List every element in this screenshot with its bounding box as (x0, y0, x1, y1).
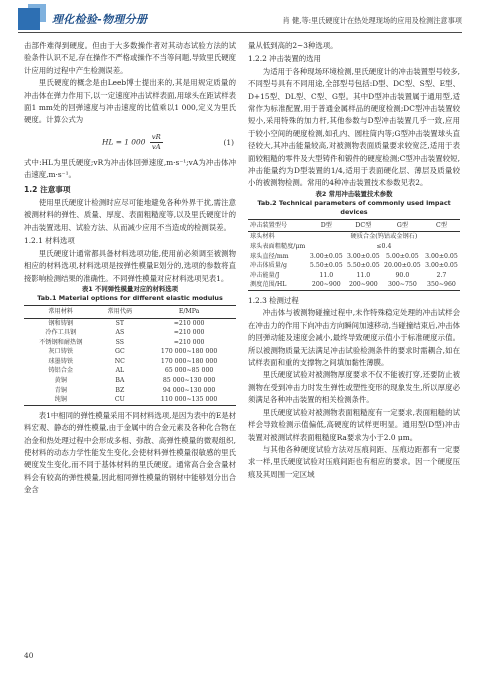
table-cell: 2.7 (436, 271, 447, 279)
table-2 (248, 190, 460, 291)
column-header: DC型 (345, 219, 382, 232)
table-1 (24, 285, 236, 406)
table-cell: 灰口铸铁 (48, 348, 74, 356)
subsection-heading: 1.2.1 材料选项 (24, 236, 75, 246)
table-row (24, 318, 236, 328)
table-cell: 170 000~180 000 (160, 348, 218, 356)
column-header: C型 (423, 219, 460, 232)
table-cell: 黄铜 (54, 377, 67, 385)
header-rule (18, 32, 462, 33)
paragraph: 表1中相同的弹性模量采用不同材料选项,是因为表中的E是材料宏观、静态的弹性模量,由于金属中的合金元素及各种化合物在冶金和热处理过程中会形成多相、弥散、高弹性模量的微观组织,使材料的动态力学性能发生变化,会使材料弹性模量很敏感的里氏硬度发生变化,而不同于基体材料的里氏硬度。通常高合金含量材料会有较高的弹性模量,因此相同弹性模量的钢材中能够划分出合金含 (24, 410, 237, 495)
equation-1 (24, 129, 236, 155)
table-cell: 3.00±0.05 (309, 252, 343, 260)
subsection-heading: 1.2.3 检测过程 (248, 296, 299, 306)
table-row (24, 395, 236, 405)
left-column (24, 40, 236, 497)
equation-fraction (150, 133, 163, 152)
table-cell: 20.00±0.05 (384, 262, 421, 270)
equation-lhs: HL = 1 000 (102, 137, 146, 147)
table-row (24, 357, 236, 367)
running-title: 肖 健,等:里氏硬度计在热处理现场的应用及检测注意事项 (282, 16, 462, 25)
logo-square-dark (18, 8, 40, 30)
material-options-table (24, 305, 236, 406)
table-cell: 钢和铸钢 (48, 319, 74, 327)
section-heading: 1.2 注意事项 (24, 184, 71, 194)
table-cell: AL (115, 367, 125, 375)
column-header: G型 (382, 219, 423, 232)
table-cell: GC (115, 348, 125, 356)
table-cell: ≤0.4 (376, 243, 392, 251)
table-row (248, 261, 460, 271)
table-cell: SS (115, 338, 125, 346)
journal-logo (18, 8, 178, 30)
table-row (24, 347, 236, 357)
table-cell: 3.00±0.05 (346, 252, 380, 260)
table-caption-en: Tab.1 Material options for different elastic modulus (37, 293, 223, 302)
impact-device-table (248, 219, 460, 291)
table-row (248, 280, 460, 290)
table-cell: NC (114, 357, 125, 365)
right-column (248, 40, 460, 481)
table-row (248, 252, 460, 262)
table-cell: 不锈钢和耐热钢 (39, 338, 83, 346)
column-header: E/MPa (142, 305, 236, 318)
table-cell: 110 000~135 000 (142, 395, 236, 405)
table-cell: 青铜 (54, 386, 67, 394)
equation-numerator: vR (151, 132, 161, 141)
equation-denominator: vA (151, 142, 161, 151)
table-row (248, 242, 460, 252)
paragraph: 里氏硬度计通常都具备材料选项功能,使用前必须调至被测物相应的材料选项,材料选项是按弹性模量E划分的,选项的参数将直接影响检测结果的准确性。不同弹性模量对应材料选项见表1。 (24, 248, 236, 283)
table-cell: 球头直径/mm (250, 252, 289, 260)
table-cell: 硬质合金(钨钴或金钢石) (350, 233, 418, 241)
table-header-row (248, 219, 460, 232)
table-cell: 300~750 (382, 280, 423, 290)
table-cell: ≈210 000 (173, 319, 205, 327)
table-cell: 200~900 (345, 280, 382, 290)
paragraph: 与其他各种硬度试验方法对压痕间距、压痕边距都有一定要求一样,里氏硬度试验对压痕间距也有相应的要求。因一个硬度压痕及其周围一定区域 (248, 444, 460, 479)
column-header: 常用代码 (98, 305, 143, 318)
table-row (24, 366, 236, 376)
table-caption-en: Tab.2 Technical parameters of commonly used impact devices (257, 198, 451, 216)
column-header: D型 (308, 219, 345, 232)
table-row (24, 338, 236, 348)
table-cell: ≈210 000 (173, 338, 205, 346)
table-cell: 350~960 (423, 280, 460, 290)
paragraph: 为适用于各种现场环境检测,里氏硬度计的冲击装置型号较多,不同型号具有不同用途,全部型号包括:D型、DC型、S型、E型、D+15型、DL型、C型、G型。其中D型冲击装置属于通用型,适常作为标准配置,用于普通金属样品的硬度检测;DC型冲击装置较短小,采用特殊的加力杆,其他参数与D型冲击装置几乎一致,应用于较小空间的硬度检测,如孔内、圆柱筒内等;G型冲击装置球头直径较大,其冲击能量较高,对被测物表面质量要求较宽泛,适用于表面较粗糙的零件及大型铸件和锻件的硬度检测;C型冲击装置较短,冲击能量约为D型装置的1/4,适用于表面硬化层、薄层及质量较小的被测物检测。常用的4种冲击装置技术参数见表2。 (248, 66, 460, 188)
table-cell: 球头表面粗糙度/μm (250, 243, 306, 251)
subsection-heading: 1.2.2 冲击装置的选用 (248, 54, 321, 64)
table-cell: 94 000~130 000 (162, 386, 216, 394)
equation-number: (1) (223, 137, 234, 147)
page-number: 40 (24, 651, 34, 660)
table-row (24, 328, 236, 338)
table-cell: 球头材料 (250, 233, 275, 241)
table-cell: 11.0 (319, 271, 334, 279)
paragraph: 里氏硬度试验对被测物厚度要求不仅不能被打穿,还要防止被测物在受到冲击力时发生弹性或塑性变形的现象发生,所以厚度必须满足各种冲击装置的相关检测条件。 (248, 370, 460, 405)
table-cell: 170 000~180 000 (160, 357, 218, 365)
paragraph: 使用里氏硬度计检测时应尽可能地避免各种外界干扰,需注意被测材料的弹性、质量、厚度、表面粗糙度等,以及里氏硬度计的冲击装置选用、试验方法、从而减少应用不当造成的检测误差。 (24, 198, 236, 232)
table-cell: 3.00±0.05 (425, 252, 458, 260)
table-caption-cn: 表1 不同弹性模量对应的材料选项 (81, 284, 179, 293)
table-cell: 5.50±0.05 (309, 262, 343, 270)
table-row (248, 232, 460, 242)
paragraph: 里氏硬度试验对被测物表面粗糙度有一定要求,表面粗糙的试样会导致检测示值偏低,高硬度的试样更明显。通用型(D型)冲击装置对被测试样表面粗糙度Ra要求为小于2.0 μm。 (248, 407, 460, 442)
table-cell: 铸铝合金 (48, 367, 74, 375)
table-cell: 85 000~130 000 (162, 377, 216, 385)
table-cell: 冷作工具钢 (45, 329, 77, 337)
paragraph: 击部件难得到硬度。但由于大多数操作者对其动态试验方法的试验条件认识不足,存在操作不严格或操作不当等问题,导致里氏硬度计应用的过程中产生检测误差。 (24, 41, 236, 75)
column-header: 冲击装置型号 (248, 219, 308, 232)
equation-body (102, 133, 163, 152)
paragraph: 量从低到高的2~3种选项。 (248, 41, 338, 50)
table-caption-cn: 表2 常用冲击装置技术参数 (315, 189, 393, 198)
table-cell: BZ (115, 386, 125, 394)
table-cell: 纯铜 (24, 395, 98, 405)
table-row (24, 386, 236, 396)
journal-logo-text: 理化检验-物理分册 (52, 13, 148, 26)
table-cell: 5.50±0.05 (346, 262, 380, 270)
table-cell: 200~900 (308, 280, 345, 290)
page-header (0, 0, 480, 44)
paragraph: 里氏硬度的概念是由Leeb博士提出来的,其是用规定质量的冲击体在弹力作用下,以一定速度冲击试样表面,用球头在距试样表面1 mm处的回弹速度与冲击速度的比值乘以1 000,定义为里氏硬度。计算公式为 (24, 78, 236, 125)
table-cell: 90.0 (395, 271, 410, 279)
table-cell: 测度范围/HL (248, 280, 308, 290)
table-cell: 球墨铸铁 (48, 357, 74, 365)
table-cell: 冲击体质量/g (250, 262, 287, 270)
table-cell: 3.00±0.05 (425, 262, 458, 270)
table-cell: ST (115, 319, 125, 327)
table-cell: AS (115, 329, 125, 337)
table-row (24, 376, 236, 386)
table-cell: 11.0 (356, 271, 371, 279)
table-header-row (24, 305, 236, 318)
paragraph: 式中:HL为里氏硬度;vR为冲击体回弹速度,m·s⁻¹;vA为冲击体冲击速度,m·s⁻¹。 (24, 157, 236, 180)
table-cell: 冲击能量/J (250, 271, 280, 279)
table-cell: ≈210 000 (173, 329, 205, 337)
table-row (248, 271, 460, 281)
table-cell: 65 000~85 000 (164, 367, 214, 375)
table-cell: BA (115, 377, 125, 385)
column-header: 常用材料 (24, 305, 98, 318)
table-cell: 5.00±0.05 (386, 252, 419, 260)
table-cell: CU (98, 395, 143, 405)
paragraph: 冲击体与被测物碰撞过程中,未作特殊稳定处理的冲击试样会在冲击力的作用下向冲击方向瞬间加速移动,当碰撞结束后,冲击体的回弹动能及速度会减小,最终导致硬度示值小于标准硬度示值。所以被测物质量无法满足冲击试验检测条件的要求时需耦合,如在试样表面和重的支撑物之间填加黏性薄膜。 (248, 308, 460, 368)
